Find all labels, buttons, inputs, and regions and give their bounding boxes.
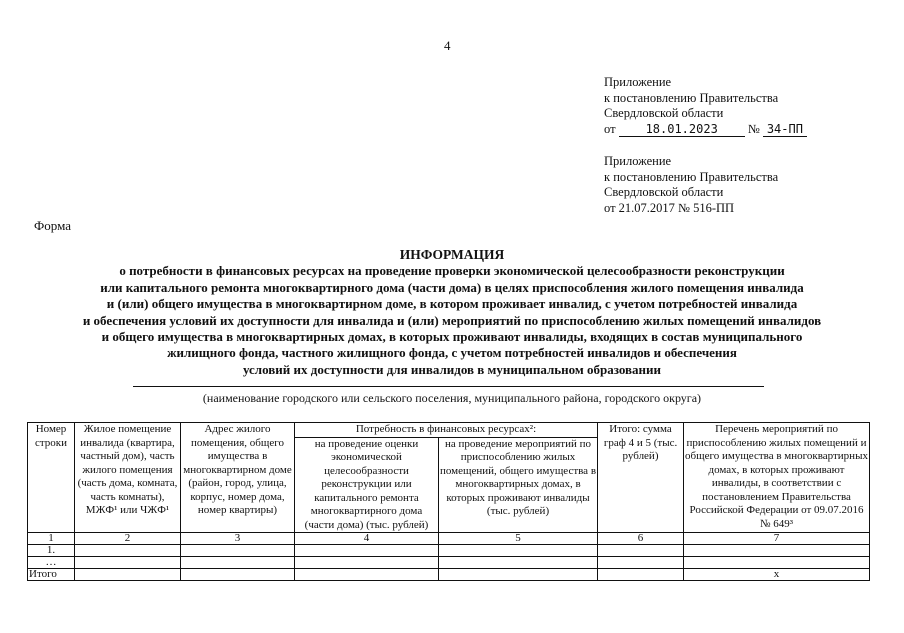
- header-measures: Перечень мероприятий по приспособлению жилых помещений и общего имущества в многоквартирных домах, в которых проживают инвалиды, в соответствии с постановлением Правительства Российской Федерации от 09.07.2016 № 649³: [684, 423, 870, 533]
- title-line: и общего имущества в многоквартирных домах, в которых проживают инвалиды, входящих в состав муниципального: [101, 329, 803, 345]
- table-cell: [75, 545, 181, 557]
- table-cell: [684, 545, 870, 557]
- page-number: 4: [444, 38, 451, 53]
- form-label: Форма: [34, 218, 71, 233]
- appendix-new-date-line: [604, 122, 807, 138]
- table-cell: [598, 569, 684, 581]
- table-cell: [181, 557, 295, 569]
- appendix-new-line3: Свердловской области: [604, 106, 724, 121]
- resolution-date: 18.01.2023: [619, 123, 745, 137]
- appendix-old-line1: Приложение: [604, 154, 672, 168]
- title-line: о потребности в финансовых ресурсах на проведение проверки экономической целесообразности реконструкции: [119, 263, 785, 279]
- date-prefix: от: [604, 121, 616, 136]
- table-cell: [181, 545, 295, 557]
- column-number: 1: [28, 533, 75, 545]
- table-cell: [684, 557, 870, 569]
- document-title: [0, 247, 904, 378]
- header-address: Адрес жилого помещения, общего имущества в многоквартирном доме (район, город, улица, корпус, номер дома, номер квартиры): [181, 423, 295, 533]
- municipality-caption: (наименование городского или сельского поселения, муниципального района, городского округа): [202, 391, 702, 405]
- column-number: 3: [181, 533, 295, 545]
- table-cell: [75, 557, 181, 569]
- column-number: 5: [439, 533, 598, 545]
- municipality-name-line: [133, 386, 764, 387]
- total-measures-cell: x: [684, 569, 870, 581]
- table-header-row: [28, 423, 870, 438]
- appendix-old: [604, 154, 778, 216]
- table-total-row: [28, 569, 870, 581]
- table-cell: [75, 569, 181, 581]
- title-line: и (или) общего имущества в многоквартирном доме, в котором проживает инвалид, с учетом потребностей инвалида: [106, 296, 798, 312]
- table-cell: 1.: [28, 545, 75, 557]
- appendix-old-line2: к постановлению Правительства: [604, 169, 779, 184]
- table-cell: …: [28, 557, 75, 569]
- table-cell: [295, 557, 439, 569]
- appendix-new: [604, 75, 807, 137]
- header-total: Итого: сумма граф 4 и 5 (тыс. рублей): [598, 423, 684, 533]
- table-cell: [295, 569, 439, 581]
- resolution-number: 34-ПП: [763, 123, 807, 137]
- table-cell: [598, 545, 684, 557]
- table-cell: [295, 545, 439, 557]
- table-cell: [181, 569, 295, 581]
- table-cell: [439, 557, 598, 569]
- appendix-new-line1: Приложение: [604, 75, 672, 89]
- column-number: 7: [684, 533, 870, 545]
- financial-needs-table: [27, 422, 870, 581]
- title-line: условий их доступности для инвалидов в муниципальном образовании: [242, 361, 662, 377]
- header-financial-group: Потребность в финансовых ресурсах²:: [295, 423, 598, 438]
- title-line: жилищного фонда, частного жилищного фонда, с учетом потребностей инвалидов и обеспечения: [167, 345, 737, 361]
- column-number: 4: [295, 533, 439, 545]
- table-row: [28, 557, 870, 569]
- table-cell: [439, 545, 598, 557]
- title-line: или капитального ремонта многоквартирного дома (части дома) в целях приспособления жилого помещения инвалида: [100, 279, 804, 295]
- header-adaptation: на проведение мероприятий по приспособлению жилых помещений, общего имущества в многоквартирных домах, в которых проживают инвалиды (тыс. рублей): [439, 437, 598, 533]
- table-cell: [598, 557, 684, 569]
- column-number-row: [28, 533, 870, 545]
- table-cell: [439, 569, 598, 581]
- header-row-number: Номер строки: [28, 423, 75, 533]
- column-number: 6: [598, 533, 684, 545]
- title-line: и обеспечения условий их доступности для инвалида и (или) мероприятий по приспособлению жилых помещений инвалидов: [82, 312, 822, 328]
- header-assessment: на проведение оценки экономической целесообразности реконструкции или капитального ремонта многоквартирного дома (части дома) (тыс. рублей): [295, 437, 439, 533]
- header-dwelling: Жилое помещение инвалида (квартира, частный дом), часть жилого помещения (часть дома, комната, часть комнаты), МЖФ¹ или ЧЖФ¹: [75, 423, 181, 533]
- appendix-old-line3: Свердловской области: [604, 185, 724, 200]
- table-row: [28, 545, 870, 557]
- appendix-new-line2: к постановлению Правительства: [604, 90, 779, 105]
- column-number: 2: [75, 533, 181, 545]
- title-heading: ИНФОРМАЦИЯ: [399, 247, 505, 262]
- appendix-old-line4: от 21.07.2017 № 516-ПП: [604, 200, 735, 215]
- number-prefix: №: [747, 121, 760, 136]
- total-label: Итого: [28, 569, 75, 581]
